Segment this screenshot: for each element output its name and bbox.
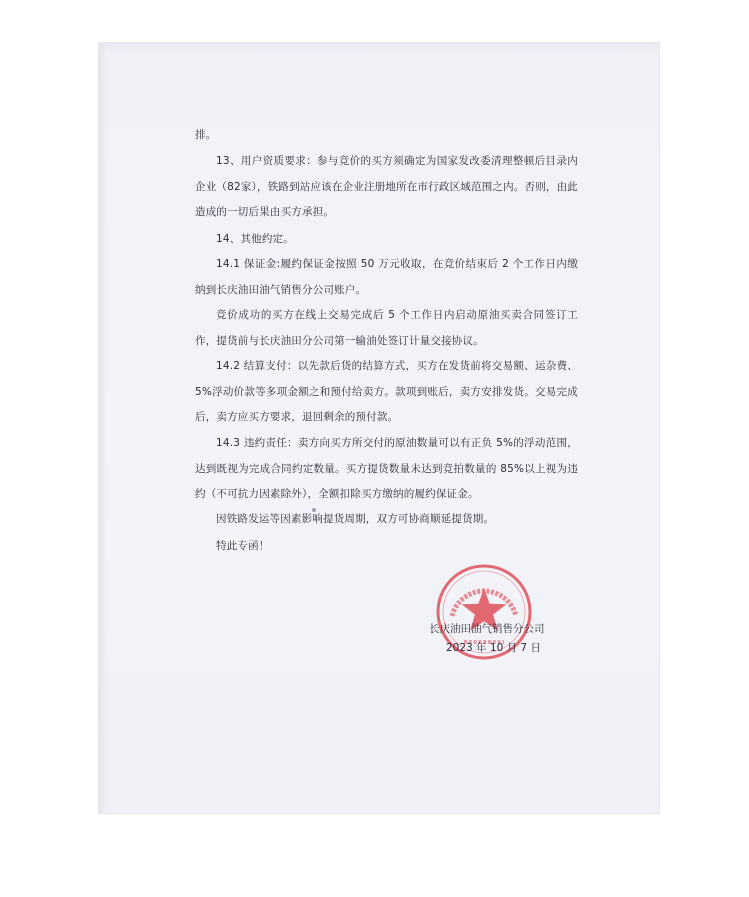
paragraph-13-user-qualification: 13、用户资质要求：参与竞价的买方须确定为国家发改委清理整顿后目录内企业（82家），铁路到站应该在企业注册地所在市行政区域范围之内。否则，由此造成的一切后果由买方承担。 <box>195 155 579 218</box>
paragraph-continuation: 排。 <box>195 129 217 141</box>
paragraph-14-1-deposit: 14.1 保证金:履约保证金按照 50 万元收取，在竞价结束后 2 个工作日内缴纳到长庆油田油气销售分公司账户。 <box>195 258 578 296</box>
scan-shadow-left <box>99 43 107 813</box>
paragraph-contract-signing: 竞价成功的买方在线上交易完成后 5 个工作日内启动原油买卖合同签订工作，提货前与长庆油田分公司第一输油处签订计量交接协议。 <box>195 309 578 347</box>
signature-company: 长庆油田油气销售分公司 <box>429 623 545 635</box>
paragraph-14-2-settlement: 14.2 结算支付：以先款后货的结算方式，买方在发货前将交易额、运杂费、5%浮动价款等多项金额之和预付给卖方。款项到账后，卖方安排发货。交易完成后，卖方应买方要求，退回剩余的预付款。 <box>195 360 578 423</box>
scan-shadow-top <box>99 43 659 57</box>
pen-dot <box>312 508 316 512</box>
paragraph-delivery-extension: 因铁路发运等因素影响提货周期，双方可协商顺延提货期。 <box>216 513 495 525</box>
paragraph-closing: 特此专函！ <box>216 540 270 552</box>
signature-date: 2023 年 10 月 7 日 <box>446 642 541 654</box>
paragraph-14-other-terms: 14、其他约定。 <box>216 233 294 245</box>
paragraph-14-3-liability: 14.3 违约责任：卖方向买方所交付的原油数量可以有正负 5%的浮动范围，达到既视为完成合同约定数量。买方提货数量未达到竞拍数量的 85%以上视为违约（不可抗力因素除外），全额扣除买方缴纳的履约保证金。 <box>195 437 578 500</box>
